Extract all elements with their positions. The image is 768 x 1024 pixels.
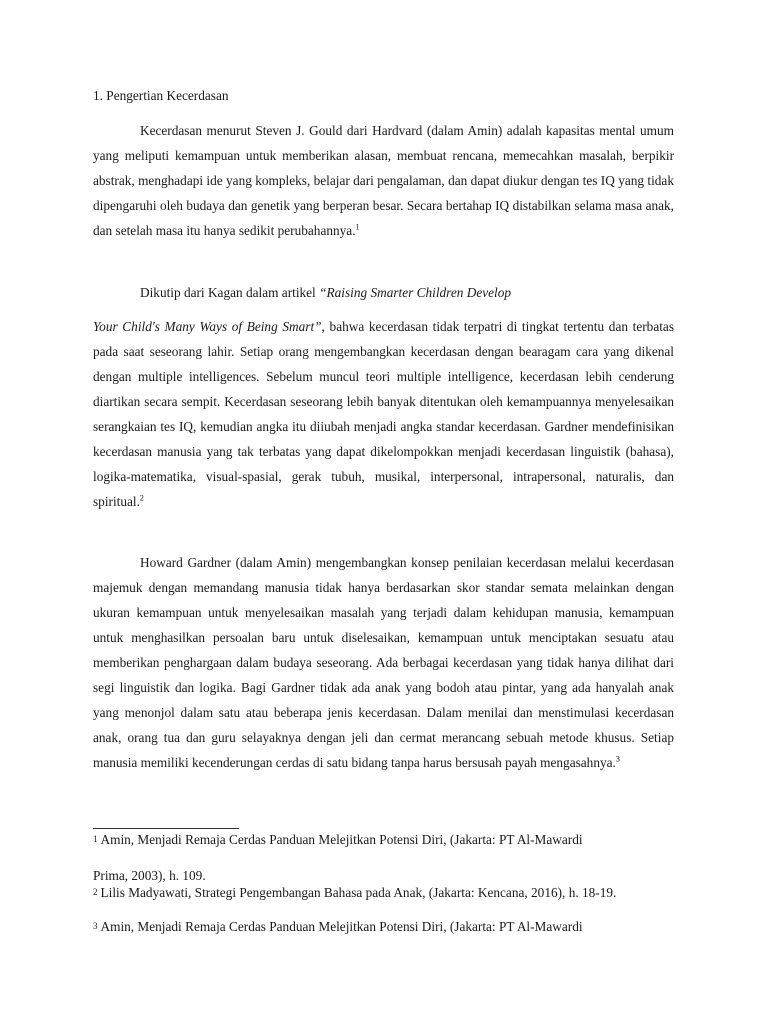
- footnote-separator: [93, 828, 239, 829]
- article-title-line2: Your Child's Many Ways of Being Smart”,: [93, 319, 325, 334]
- paragraph-gardner: [93, 550, 674, 775]
- paragraph-definition: [93, 118, 674, 243]
- footnote-1: [93, 831, 674, 848]
- kagan-intro-text: Dikutip dari Kagan dalam artikel: [140, 285, 320, 300]
- paragraph-kagan-text: bahwa kecerdasan tidak terpatri di tingkat tertentu dan terbatas pada saat seseorang lahir. Setiap orang mengembangkan kecerdasan dengan bearagam cara yang dikenal dengan multiple intelligences. Sebelum muncul teori multiple intelligence, kecerdasan lebih cenderung diartikan secara sempit. Kecerdasan seseorang lebih banyak ditentukan oleh kemampuannya menyelesaikan serangkaian tes IQ, kemudian angka itu diiubah menjadi angka standar kecerdasan. Gardner mendefinisikan kecerdasan manusia yang tak terbatas yang dapat dikelompokkan menjadi kecerdasan linguistik (bahasa), logika-matematika, visual-spasial, gerak tubuh, musikal, interpersonal, intrapersonal, naturalis, dan spiritual.: [93, 319, 674, 509]
- footnote-2: [93, 884, 674, 901]
- footnote-1-mark: 1: [93, 834, 98, 844]
- section-heading: 1. Pengertian Kecerdasan: [93, 88, 229, 103]
- footnote-ref-2: 2: [139, 493, 144, 503]
- footnote-3-mark: 3: [93, 921, 98, 931]
- footnote-ref-3: 3: [615, 754, 620, 764]
- paragraph-gardner-text: Howard Gardner (dalam Amin) mengembangkan konsep penilaian kecerdasan melalui kecerdasan majemuk dengan memandang manusia tidak hanya berdasarkan skor standar semata melainkan dengan ukuran kemampuan untuk menyelesaikan masalah yang terjadi dalam kehidupan manusia, kemampuan untuk menghasilkan persoalan baru untuk diselesaikan, kemampuan untuk menciptakan sesuatu atau memberikan penghargaan dalam budaya seseorang. Ada berbagai kecerdasan yang tidak hanya dilihat dari segi linguistik dan logika. Bagi Gardner tidak ada anak yang bodoh atau pintar, yang ada hanyalah anak yang menonjol dalam satu atau beberapa jenis kecerdasan. Dalam menilai dan menstimulasi kecerdasan anak, orang tua dan guru selayaknya dengan jeli dan cermat merancang sebuah metode khusus. Setiap manusia memiliki kecenderungan cerdas di satu bidang tanpa harus bersusah payah mengasahnya.: [93, 555, 674, 770]
- footnote-1-continuation: Prima, 2003), h. 109.: [93, 868, 206, 883]
- paragraph-kagan: [93, 314, 674, 514]
- footnote-3-text: Amin, Menjadi Remaja Cerdas Panduan Melejitkan Potensi Diri, (Jakarta: PT Al-Mawardi: [100, 919, 583, 934]
- footnote-1-text: Amin, Menjadi Remaja Cerdas Panduan Melejitkan Potensi Diri, (Jakarta: PT Al-Mawardi: [100, 832, 583, 847]
- footnote-2-text: Lilis Madyawati, Strategi Pengembangan Bahasa pada Anak, (Jakarta: Kencana, 2016), h. 18-19.: [100, 885, 617, 900]
- footnote-3: [93, 918, 674, 935]
- footnote-ref-1: 1: [355, 222, 360, 232]
- paragraph-definition-text: Kecerdasan menurut Steven J. Gould dari Hardvard (dalam Amin) adalah kapasitas mental umum yang meliputi kemampuan untuk memberikan alasan, membuat rencana, memecahkan masalah, berpikir abstrak, menghadapi ide yang kompleks, belajar dari pengalaman, dan dapat diukur dengan tes IQ yang tidak dipengaruhi oleh budaya dan genetik yang berperan besar. Secara bertahap IQ distabilkan selama masa anak, dan setelah masa itu hanya sedikit perubahannya.: [93, 123, 674, 238]
- article-title-line1: “Raising Smarter Children Develop: [319, 285, 512, 300]
- footnote-2-mark: 2: [93, 887, 98, 897]
- paragraph-kagan-intro: [93, 280, 674, 305]
